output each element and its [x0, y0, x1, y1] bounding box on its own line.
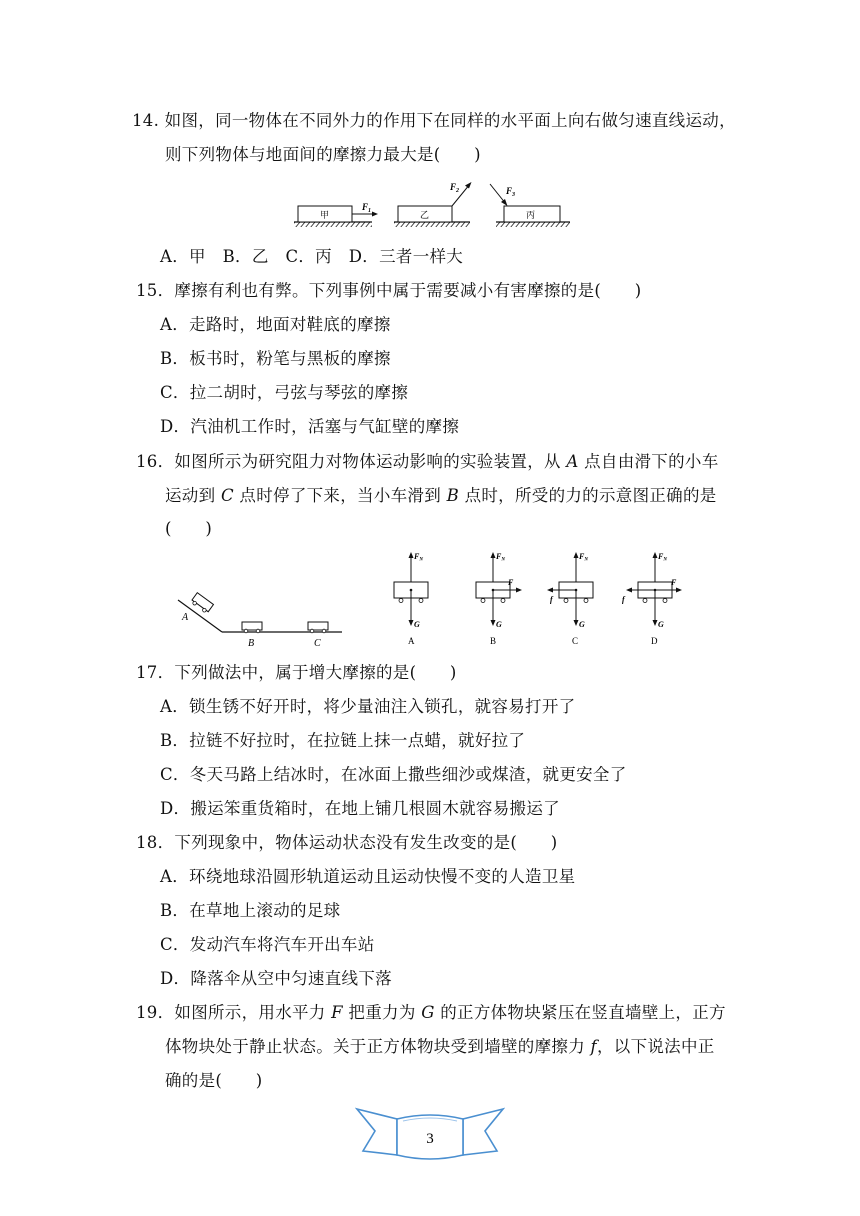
- q16-stem-line3: ( ): [165, 519, 213, 538]
- q16-force-diagrams: [380, 548, 700, 648]
- q14-stem-line2: 则下列物体与地面间的摩擦力最大是( ): [165, 145, 481, 164]
- svg-text:FN: FN: [658, 552, 667, 563]
- q15-option-c: C．拉二胡时，弓弦与琴弦的摩擦: [160, 383, 409, 402]
- q15-stem: 15．摩擦有利也有弊。下列事例中属于需要减小有害摩擦的是( ): [136, 281, 642, 300]
- q14-options: A．甲 B．乙 C．丙 D．三者一样大: [160, 247, 464, 266]
- svg-text:G: G: [496, 620, 502, 629]
- diagram-d: [622, 552, 682, 646]
- q16-ramp-figure: [170, 580, 350, 652]
- q18-option-d: D．降落伞从空中匀速直线下落: [160, 969, 392, 988]
- q14-figure: [290, 180, 580, 232]
- svg-text:G: G: [579, 620, 585, 629]
- q15-option-a: A．走路时，地面对鞋底的摩擦: [160, 315, 391, 334]
- f1-label: $F_1$: [362, 202, 372, 214]
- svg-text:G: G: [658, 620, 664, 629]
- q18-option-c: C．发动汽车将汽车开出车站: [160, 935, 375, 954]
- q18-option-b: B．在草地上滚动的足球: [160, 901, 341, 920]
- q18-stem: 18．下列现象中，物体运动状态没有发生改变的是( ): [136, 833, 558, 852]
- q17-option-a: A．锁生锈不好开时，将少量油注入锁孔，就容易打开了: [160, 697, 576, 716]
- choice-a-label: A: [408, 636, 415, 646]
- f3-label: $F_3$: [506, 186, 516, 198]
- block-yi-label: 乙: [420, 210, 430, 220]
- diagram-b: [476, 552, 522, 646]
- svg-text:FN: FN: [414, 552, 423, 563]
- q19-stem-line3: 确的是( ): [165, 1071, 263, 1090]
- block-bing-label: 丙: [526, 210, 536, 220]
- svg-text:F: F: [671, 578, 677, 587]
- q14-stem-line1: 14. 如图，同一物体在不同外力的作用下在同样的水平面上向右做匀速直线运动，: [132, 111, 736, 130]
- q18-option-a: A．环绕地球沿圆形轨道运动且运动快慢不变的人造卫星: [160, 867, 576, 886]
- q19-stem-line2: 体物块处于静止状态。关于正方体物块受到墙壁的摩擦力 f，以下说法中正: [165, 1037, 715, 1056]
- block-jia-label: 甲: [320, 210, 330, 220]
- f2-label: $F_2$: [450, 182, 460, 194]
- svg-text:f: f: [622, 595, 625, 604]
- q17-option-d: D．搬运笨重货箱时，在地上铺几根圆木就容易搬运了: [160, 799, 560, 818]
- choice-d-label: D: [651, 636, 658, 646]
- q15-option-d: D．汽油机工作时，活塞与气缸壁的摩擦: [160, 417, 460, 436]
- q17-option-c: C．冬天马路上结冰时，在冰面上撒些细沙或煤渣，就更安全了: [160, 765, 627, 784]
- point-b-label: B: [248, 638, 255, 649]
- page-number: 3: [426, 1131, 434, 1147]
- q16-stem-line2: 运动到 C 点时停了下来，当小车滑到 B 点时，所受的力的示意图正确的是: [165, 486, 717, 505]
- q16-stem-line1: 16．如图所示为研究阻力对物体运动影响的实验装置，从 A 点自由滑下的小车: [136, 452, 719, 471]
- choice-c-label: C: [572, 636, 579, 646]
- q17-stem: 17．下列做法中，属于增大摩擦的是( ): [136, 663, 457, 682]
- diagram-a: [394, 552, 428, 646]
- svg-text:FN: FN: [579, 552, 588, 563]
- q19-stem-line1: 19．如图所示，用水平力 F 把重力为 G 的正方体物块紧压在竖直墙壁上，正方: [136, 1003, 726, 1022]
- point-c-label: C: [314, 638, 321, 649]
- q17-option-b: B．拉链不好拉时，在拉链上抹一点蜡，就好拉了: [160, 731, 526, 750]
- svg-text:FN: FN: [496, 552, 505, 563]
- svg-text:G: G: [414, 620, 420, 629]
- q15-option-b: B．板书时，粉笔与黑板的摩擦: [160, 349, 391, 368]
- point-a-label: A: [182, 612, 189, 623]
- svg-text:F: F: [508, 578, 514, 587]
- svg-text:f: f: [550, 595, 553, 604]
- choice-b-label: B: [490, 636, 497, 646]
- diagram-c: [547, 552, 593, 646]
- page-number-ribbon: [355, 1105, 505, 1167]
